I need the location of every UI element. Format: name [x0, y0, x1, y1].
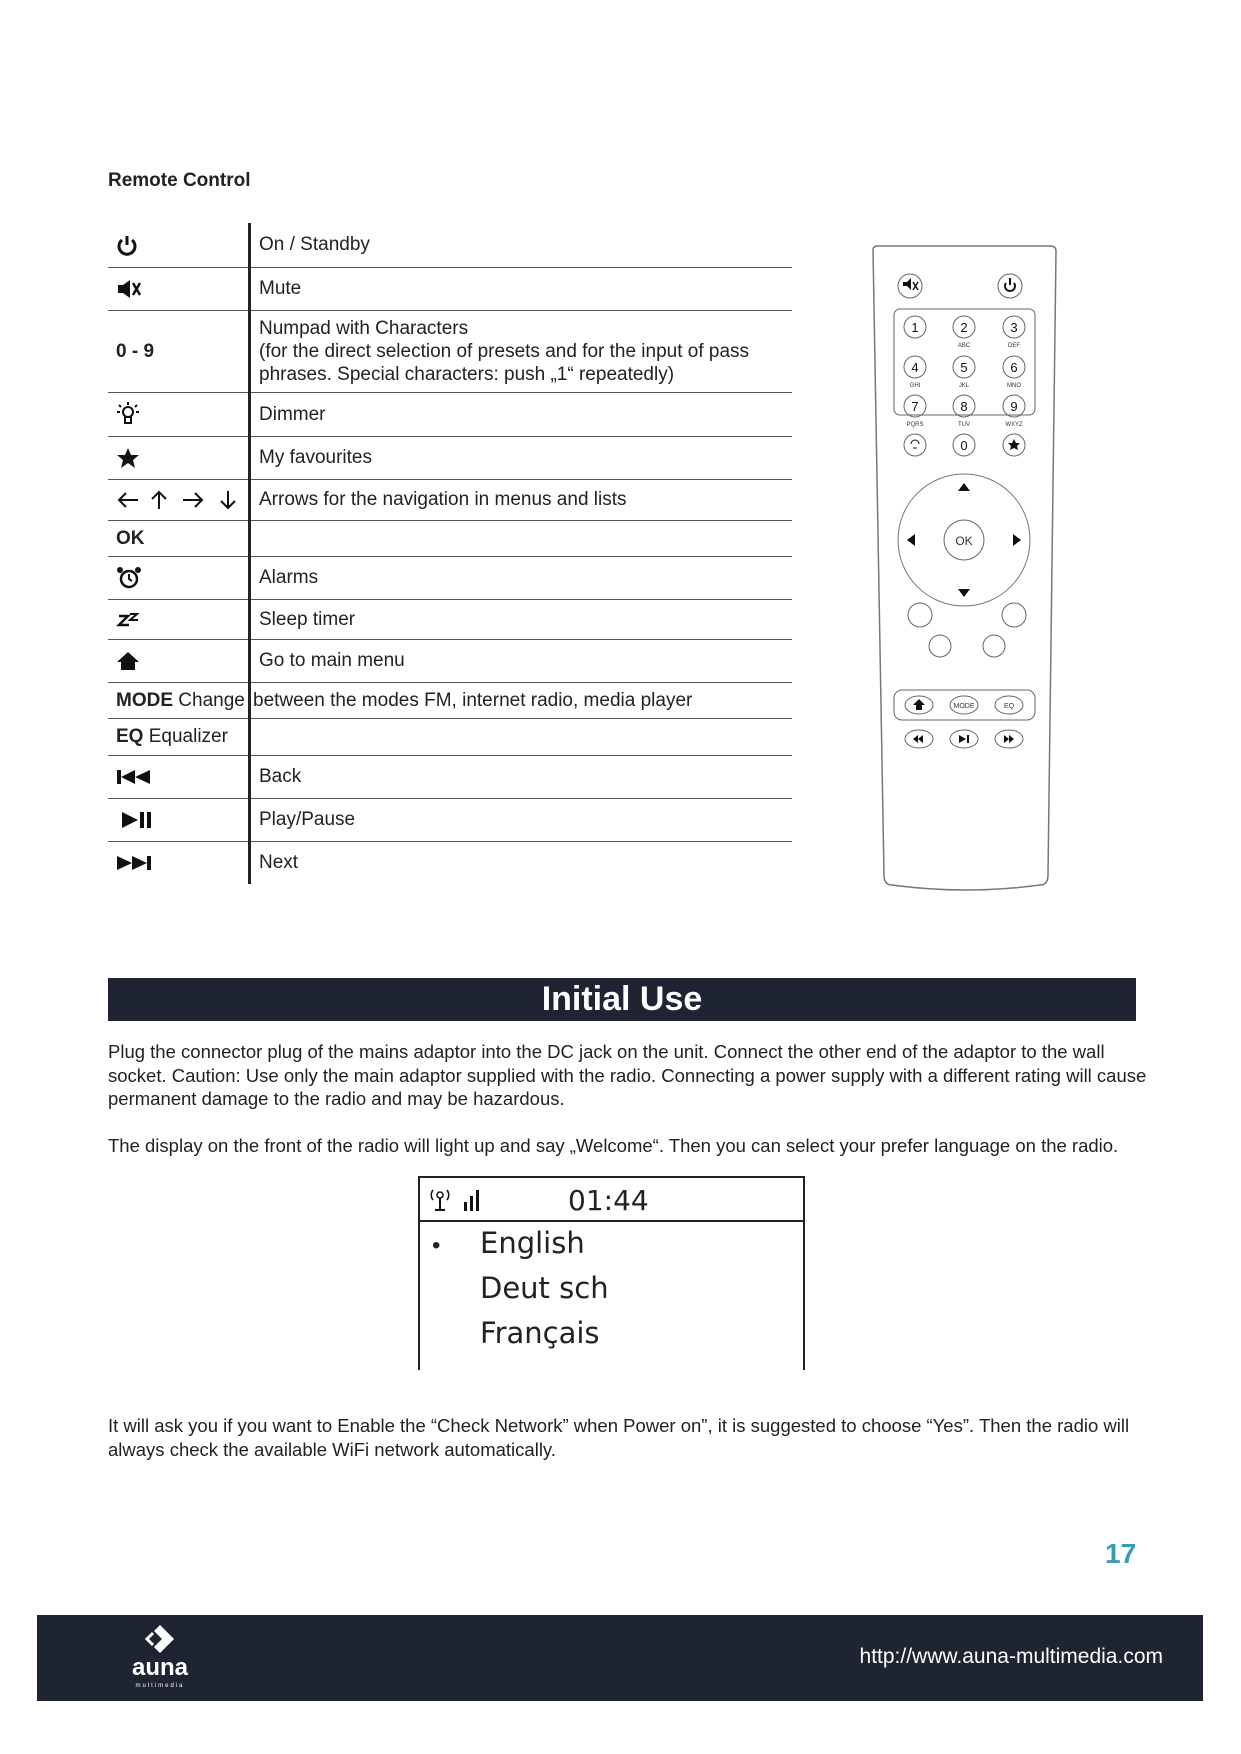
mute-icon: [108, 267, 250, 310]
row-desc: My favourites: [250, 436, 793, 479]
mode-key-suffix: Change: [173, 689, 245, 711]
initial-use-banner: Initial Use: [108, 978, 1136, 1021]
remote-sublabel: TUV: [958, 422, 970, 428]
logo-subtext: multimedia: [135, 1683, 185, 1689]
remote-key: 5: [960, 360, 968, 375]
dimmer-icon: [108, 392, 250, 436]
row-desc: On / Standby: [250, 223, 793, 267]
remote-ok: OK: [955, 534, 973, 548]
power-icon: [108, 223, 250, 267]
remote-sublabel: ABC: [957, 343, 971, 349]
star-icon: [108, 436, 250, 479]
footer-bar: [37, 1615, 1203, 1701]
logo-text: auna: [131, 1654, 189, 1681]
row-desc: between the modes FM, internet radio, media player: [250, 682, 793, 718]
remote-sublabel: PQRS: [906, 422, 924, 428]
row-desc: Alarms: [250, 556, 793, 599]
sleep-icon: [108, 599, 250, 639]
remote-function-table: [108, 223, 792, 884]
row-key: OK: [108, 520, 250, 556]
remote-eq: EQ: [1003, 703, 1015, 710]
remote-key: 3: [1010, 320, 1018, 335]
page-number: 17: [1105, 1538, 1137, 1569]
row-key: 0 - 9: [108, 310, 250, 392]
paragraph-3: It will ask you if you want to Enable the “Check Network” when Power on”, it is suggested to choose “Yes”. Then the radio will always check the available WiFi network automatically.: [108, 1415, 1130, 1460]
row-desc: Arrows for the navigation in menus and lists: [250, 479, 793, 520]
radio-display: [418, 1176, 805, 1368]
section-heading: Remote Control: [108, 170, 251, 191]
remote-key: 1: [911, 320, 919, 335]
signal-icon: [428, 1184, 484, 1214]
remote-mode: MODE: [953, 703, 975, 710]
remote-key: 6: [1010, 360, 1018, 375]
row-desc: Back: [250, 755, 793, 798]
remote-sublabel: WXYZ: [1005, 422, 1023, 428]
language-option[interactable]: Français: [480, 1316, 600, 1350]
language-option[interactable]: Deut sch: [480, 1271, 609, 1305]
row-desc: Go to main menu: [250, 639, 793, 682]
language-option[interactable]: English: [480, 1226, 585, 1260]
row-key: [108, 718, 250, 755]
alarm-clock-icon: [108, 556, 250, 599]
remote-sublabel: JKL: [958, 383, 970, 389]
remote-key: 8: [960, 399, 968, 414]
remote-key: 4: [911, 360, 919, 375]
row-desc: Next: [250, 841, 793, 884]
remote-key: 2: [960, 320, 968, 335]
paragraph-1: Plug the connector plug of the mains adaptor into the DC jack on the unit. Connect the other end of the adaptor to the wall socket. Caution: Use only the main adaptor supplied with the radio. Connecting a power supply with a different rating will cause permanent damage to the radio and may be hazardous.: [108, 1041, 1147, 1109]
row-desc: Mute: [250, 267, 793, 310]
display-status-bar: [418, 1176, 805, 1222]
skip-next-icon: [108, 841, 250, 884]
row-desc: [250, 520, 793, 556]
selection-bullet: •: [432, 1232, 441, 1259]
row-desc: Numpad with Characters (for the direct selection of presets and for the input of pass phrases. Special characters: push „1“ repeatedly): [250, 310, 793, 392]
row-desc: Sleep timer: [250, 599, 793, 639]
remote-sublabel: DEF: [1008, 343, 1020, 349]
remote-key: 7: [911, 399, 919, 414]
remote-sublabel: GHI: [909, 383, 921, 389]
row-desc: Play/Pause: [250, 798, 793, 841]
auna-logo: [105, 1623, 215, 1698]
display-clock: 01:44: [568, 1184, 649, 1217]
mode-key: MODE: [116, 689, 173, 711]
display-language-list: [418, 1220, 805, 1370]
paragraph-2: The display on the front of the radio will light up and say „Welcome“. Then you can select your prefer language on the radio.: [108, 1135, 1119, 1156]
row-desc: Dimmer: [250, 392, 793, 436]
home-icon: [108, 639, 250, 682]
remote-key: 0: [960, 438, 968, 453]
remote-illustration: [870, 245, 1060, 900]
play-pause-icon: [108, 798, 250, 841]
eq-key-suffix: Equalizer: [143, 726, 228, 747]
arrows-icon: [108, 479, 250, 520]
remote-sublabel: MNO: [1007, 383, 1021, 389]
remote-key: 9: [1010, 399, 1018, 414]
website-link[interactable]: http://www.auna-multimedia.com: [859, 1645, 1163, 1668]
eq-key: EQ: [116, 726, 144, 747]
row-key: [108, 682, 250, 718]
row-desc: [250, 718, 793, 755]
skip-back-icon: [108, 755, 250, 798]
